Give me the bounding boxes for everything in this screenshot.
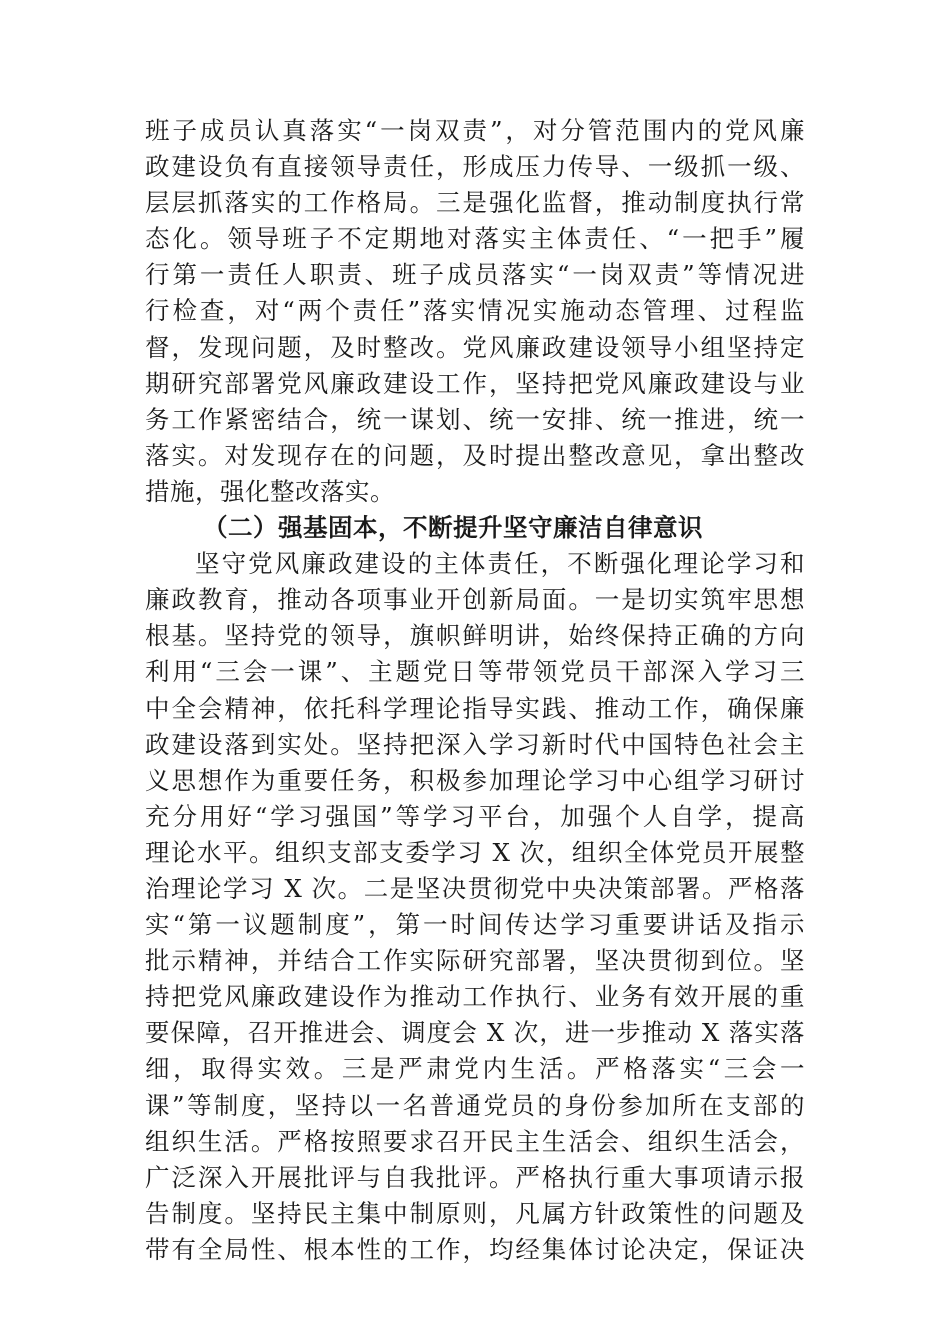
text-line: 实“第一议题制度”，第一时间传达学习重要讲话及指示 bbox=[145, 910, 805, 940]
text-line: 要保障，召开推进会、调度会 X 次，进一步推动 X 落实落 bbox=[145, 1018, 805, 1048]
text-line: 充分用好“学习强国”等学习平台，加强个人自学，提高 bbox=[145, 801, 805, 831]
text-line: 坚守党风廉政建设的主体责任，不断强化理论学习和 bbox=[195, 549, 805, 579]
paragraph-continuation bbox=[145, 113, 805, 510]
text-line: 告制度。坚持民主集中制原则，凡属方针政策性的问题及 bbox=[145, 1198, 805, 1228]
text-line: 落实。对发现存在的问题，及时提出整改意见，拿出整改 bbox=[145, 440, 805, 470]
text-line: 利用“三会一课”、主题党日等带领党员干部深入学习三 bbox=[145, 657, 805, 687]
text-line: 批示精神，并结合工作实际研究部署，坚决贯彻到位。坚 bbox=[145, 946, 805, 976]
text-line: 政建设负有直接领导责任，形成压力传导、一级抓一级、 bbox=[145, 152, 805, 182]
text-line: 态化。领导班子不定期地对落实主体责任、“一把手”履 bbox=[145, 224, 805, 254]
text-line: 课”等制度，坚持以一名普通党员的身份参加所在支部的 bbox=[145, 1090, 805, 1120]
text-line: 治理论学习 X 次。二是坚决贯彻党中央决策部署。严格落 bbox=[145, 873, 805, 903]
text-line: 行第一责任人职责、班子成员落实“一岗双责”等情况进 bbox=[145, 260, 805, 290]
text-line: 政建设落到实处。坚持把深入学习新时代中国特色社会主 bbox=[145, 729, 805, 759]
text-line: 务工作紧密结合，统一谋划、统一安排、统一推进，统一 bbox=[145, 404, 805, 434]
text-line: 中全会精神，依托科学理论指导实践、推动工作，确保廉 bbox=[145, 693, 805, 723]
text-line: 班子成员认真落实“一岗双责”，对分管范围内的党风廉 bbox=[145, 116, 805, 145]
section-heading bbox=[145, 510, 805, 546]
text-line: 根基。坚持党的领导，旗帜鲜明讲，始终保持正确的方向 bbox=[145, 621, 805, 651]
document-body bbox=[145, 113, 805, 1268]
text-line: 组织生活。严格按照要求召开民主生活会、组织生活会， bbox=[145, 1126, 805, 1156]
paragraph bbox=[145, 546, 805, 1268]
text-line: 层层抓落实的工作格局。三是强化监督，推动制度执行常 bbox=[145, 188, 805, 218]
text-line: 理论水平。组织支部支委学习 X 次，组织全体党员开展整 bbox=[145, 837, 805, 867]
text-line: 义思想作为重要任务，积极参加理论学习中心组学习研讨 bbox=[145, 765, 805, 795]
text-line: 广泛深入开展批评与自我批评。严格执行重大事项请示报 bbox=[145, 1162, 805, 1192]
text-line: 廉政教育，推动各项事业开创新局面。一是切实筑牢思想 bbox=[145, 585, 805, 615]
heading-line: （二）强基固本，不断提升坚守廉洁自律意识 bbox=[203, 513, 703, 543]
text-line: 细，取得实效。三是严肃党内生活。严格落实“三会一 bbox=[145, 1054, 805, 1084]
text-line: 措施，强化整改落实。 bbox=[145, 476, 395, 506]
text-line: 督，发现问题，及时整改。党风廉政建设领导小组坚持定 bbox=[145, 332, 805, 362]
text-line: 期研究部署党风廉政建设工作，坚持把党风廉政建设与业 bbox=[145, 368, 805, 398]
text-line: 行检查，对“两个责任”落实情况实施动态管理、过程监 bbox=[145, 296, 805, 326]
text-line: 带有全局性、根本性的工作，均经集体讨论决定，保证决 bbox=[145, 1234, 805, 1264]
text-line: 持把党风廉政建设作为推动工作执行、业务有效开展的重 bbox=[145, 982, 805, 1012]
